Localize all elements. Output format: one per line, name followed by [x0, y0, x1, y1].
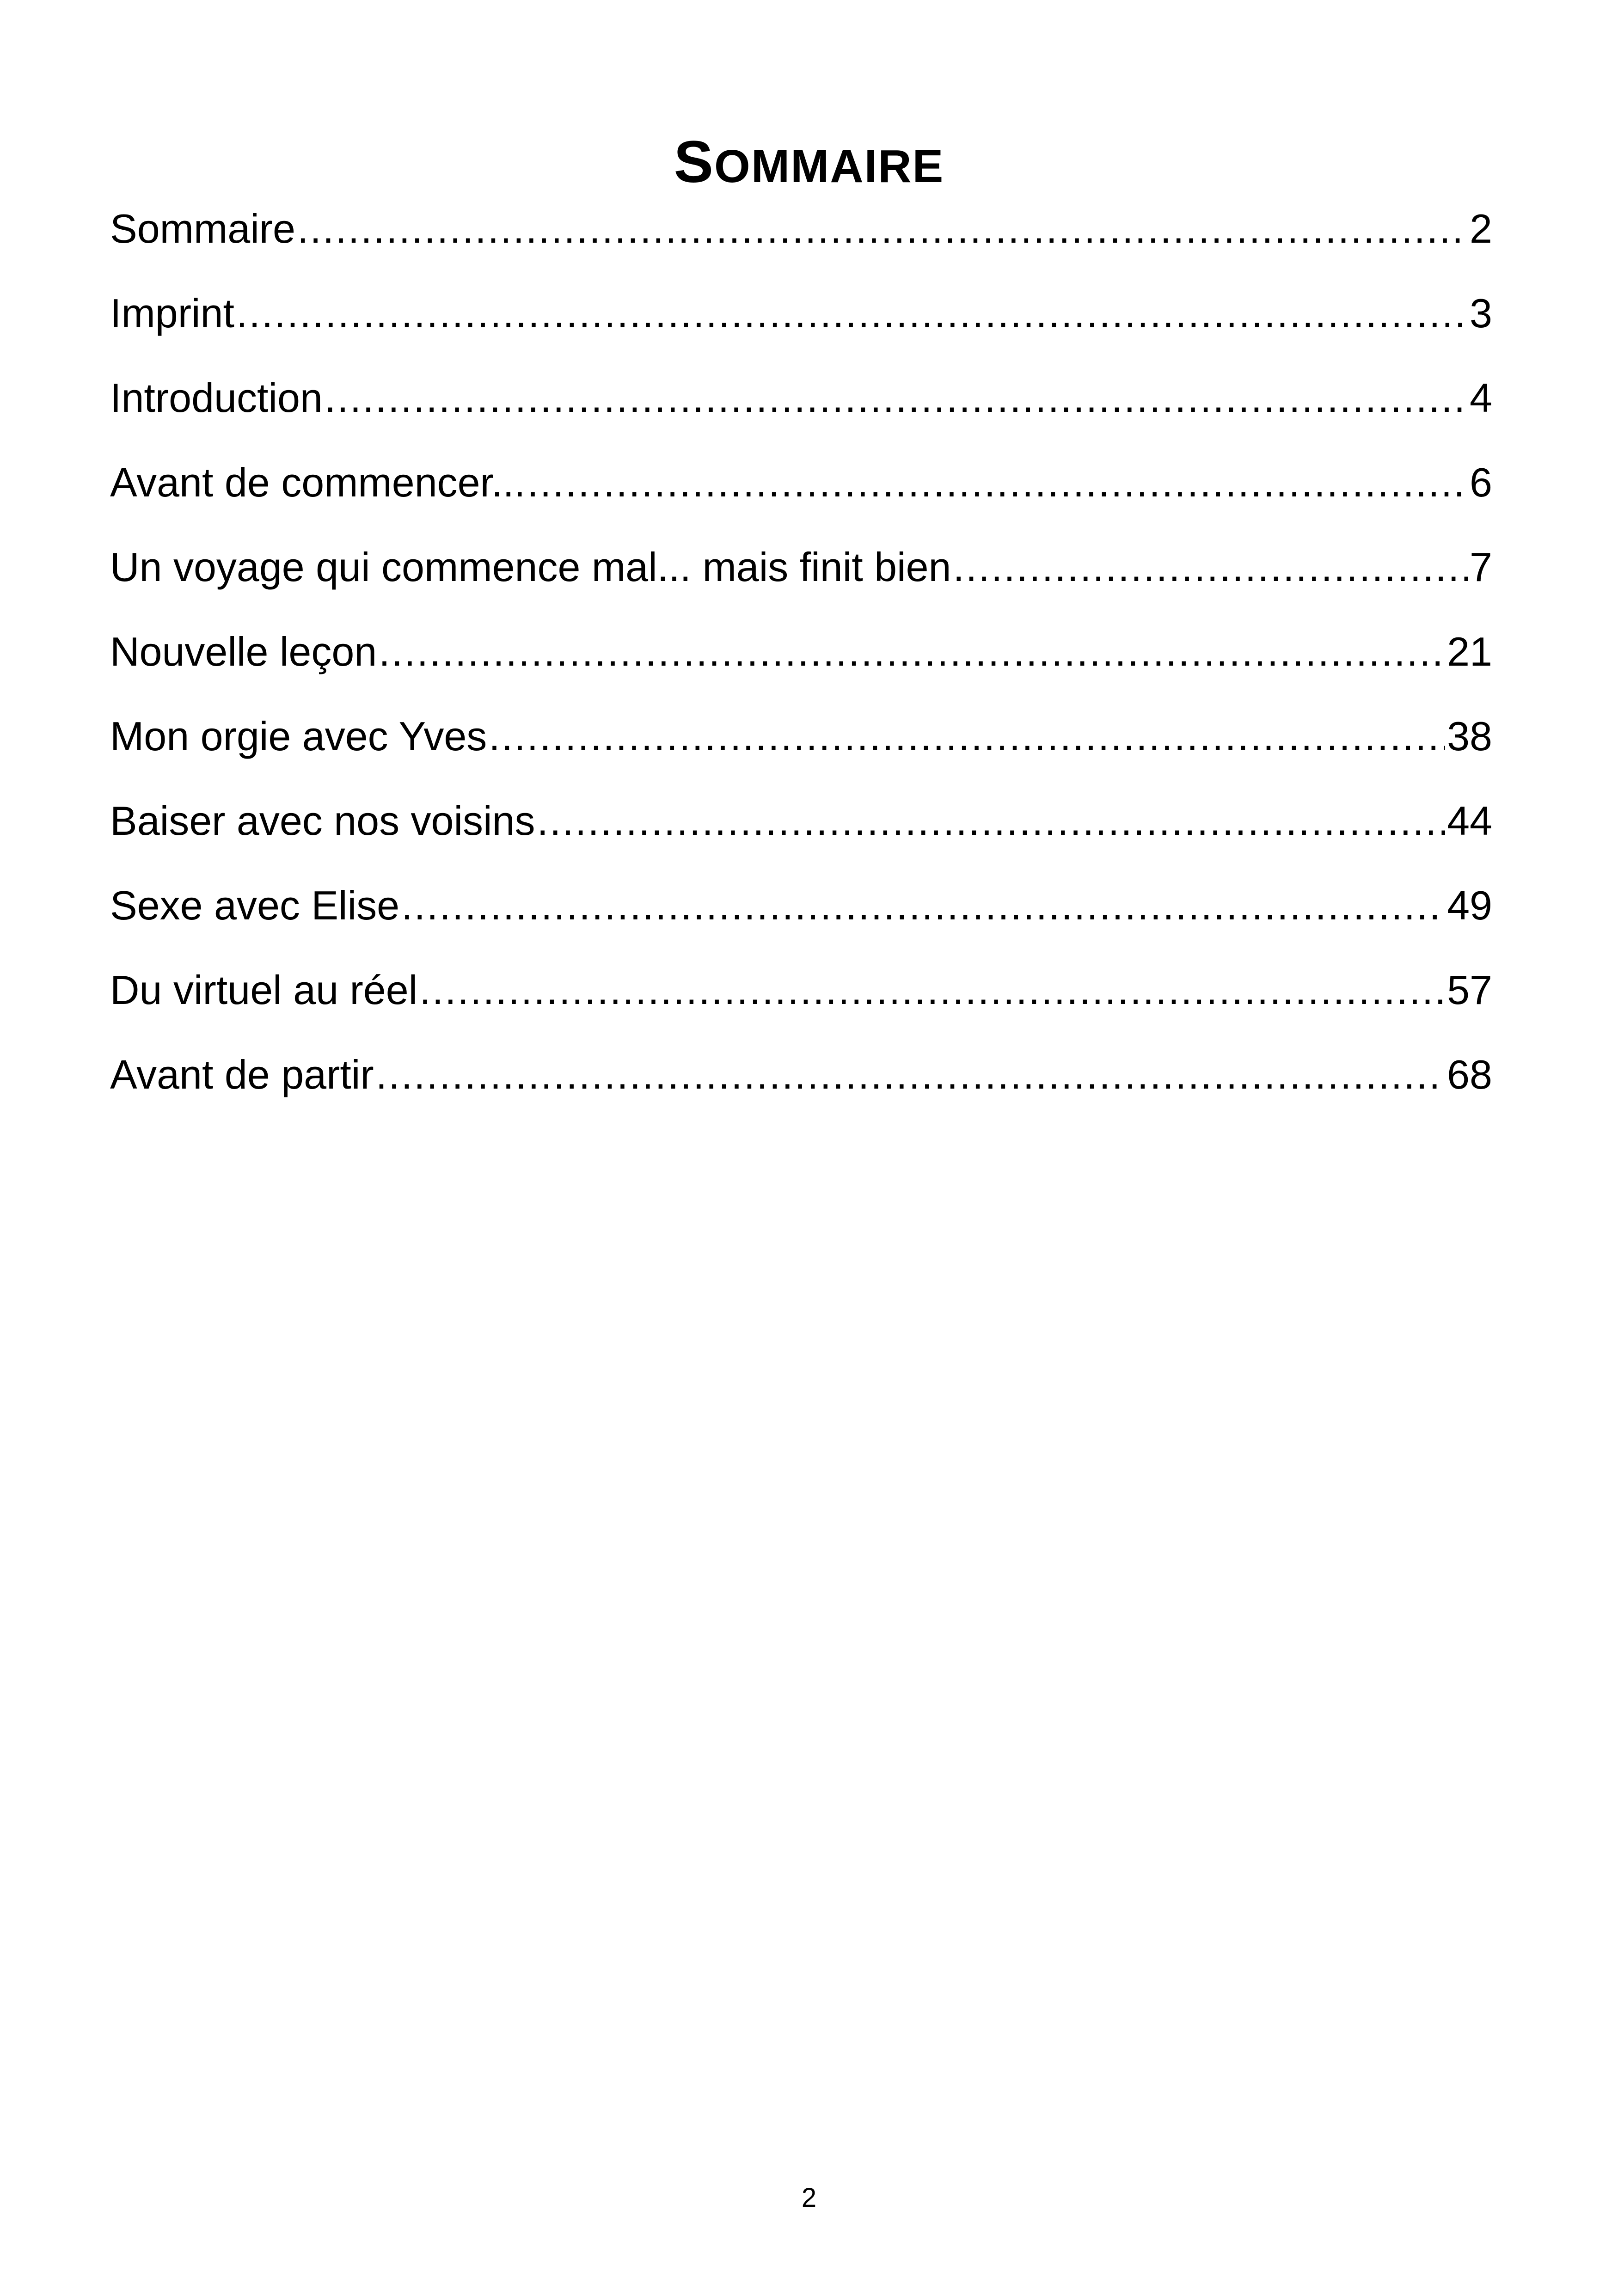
toc-entry[interactable] [110, 791, 1492, 876]
page-title-rest: OMMAIRE [714, 140, 944, 192]
table-of-contents [110, 199, 1492, 1129]
toc-entry-page: 3 [1470, 290, 1492, 336]
toc-entry[interactable] [110, 622, 1492, 706]
toc-entry-label: Baiser avec nos voisins [110, 798, 535, 844]
toc-entry-label: Imprint [110, 290, 234, 336]
toc-entry[interactable] [110, 283, 1492, 368]
toc-entry-page: 38 [1447, 713, 1492, 759]
toc-entry-page: 6 [1470, 459, 1492, 505]
toc-entry-page: 57 [1447, 967, 1492, 1013]
toc-entry-page: 44 [1447, 798, 1492, 844]
page-title [0, 125, 1618, 203]
toc-entry-label: Avant de partir [110, 1052, 374, 1097]
toc-dot-leader [401, 876, 1445, 936]
toc-dot-leader [376, 1045, 1445, 1105]
toc-entry-page: 21 [1447, 629, 1492, 674]
toc-entry[interactable] [110, 368, 1492, 453]
toc-entry[interactable] [110, 876, 1492, 960]
toc-entry-label: Du virtuel au réel [110, 967, 418, 1013]
toc-entry-page: 49 [1447, 882, 1492, 928]
toc-entry[interactable] [110, 199, 1492, 283]
toc-dot-leader [325, 368, 1468, 428]
toc-entry[interactable] [110, 706, 1492, 791]
toc-entry-label: Mon orgie avec Yves [110, 713, 487, 759]
toc-entry[interactable] [110, 1045, 1492, 1129]
toc-entry-label: Sommaire [110, 206, 295, 251]
toc-entry-label: Sexe avec Elise [110, 882, 400, 928]
toc-entry-label: Un voyage qui commence mal... mais finit bien [110, 544, 951, 590]
toc-entry-page: 4 [1470, 375, 1492, 421]
toc-dot-leader [236, 283, 1468, 343]
page-title-initial: S [674, 129, 715, 195]
toc-dot-leader [379, 622, 1445, 682]
toc-entry-page: 68 [1447, 1052, 1492, 1097]
toc-entry[interactable] [110, 453, 1492, 537]
page-number: 2 [801, 2183, 817, 2213]
toc-dot-leader [297, 199, 1468, 259]
toc-entry[interactable] [110, 537, 1492, 622]
toc-entry-label: Avant de commencer... [110, 459, 526, 505]
toc-entry-label: Introduction [110, 375, 323, 421]
toc-entry-label: Nouvelle leçon [110, 629, 377, 674]
toc-dot-leader [953, 537, 1468, 597]
toc-dot-leader [489, 706, 1445, 766]
toc-entry-page: 2 [1470, 206, 1492, 251]
toc-entry-page: 7 [1470, 544, 1492, 590]
toc-dot-leader [419, 960, 1445, 1020]
toc-dot-leader [527, 453, 1468, 513]
toc-dot-leader [537, 791, 1446, 851]
toc-entry[interactable] [110, 960, 1492, 1045]
